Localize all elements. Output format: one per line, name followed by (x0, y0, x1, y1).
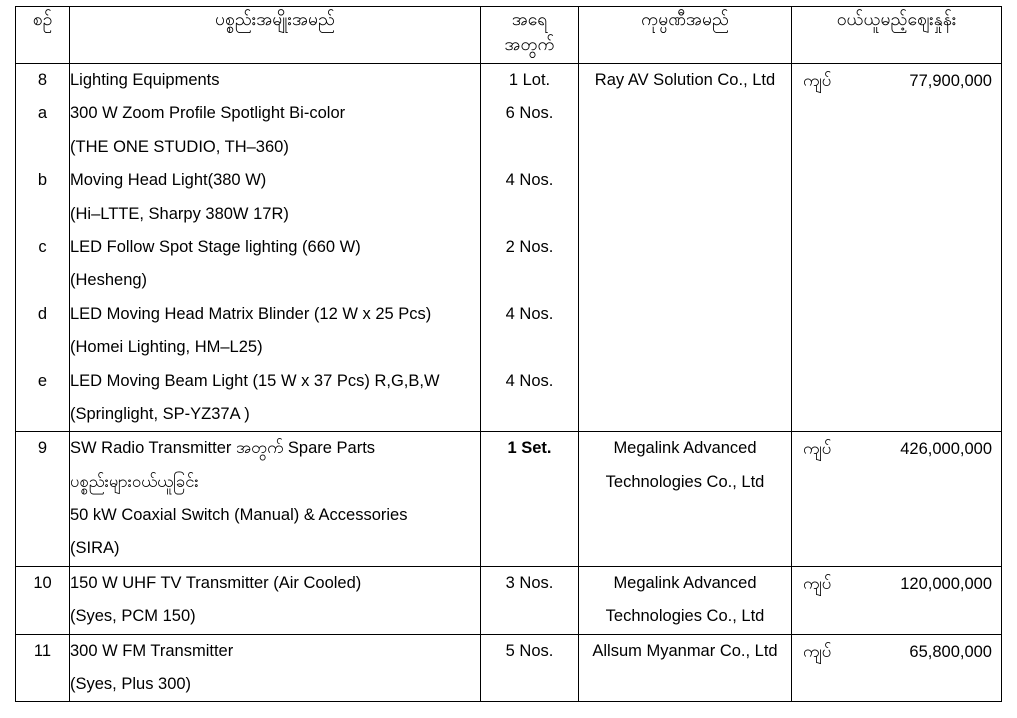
row-description-line: (Springlight, SP-YZ37A ) (70, 404, 250, 423)
row-price-amount: 65,800,000 (909, 642, 992, 661)
column-header-price-label: ဝယ်ယူမည့်ဈေးနှုန်း (836, 9, 957, 29)
row-company-line: Allsum Myanmar Co., Ltd (592, 641, 778, 660)
row-serial-line: 9 (37, 439, 48, 458)
table-row (16, 64, 1002, 432)
row-quantity-line (481, 264, 578, 297)
row-description-line: 300 W Zoom Profile Spotlight Bi-color (70, 104, 346, 123)
row-quantity-line (481, 499, 578, 532)
row-serial-line: c (38, 237, 47, 256)
row-serial-line (16, 264, 69, 297)
row-quantity-line (481, 131, 578, 164)
row-price-amount: 426,000,000 (900, 440, 992, 459)
header-row (16, 7, 1002, 64)
row-serial-line (16, 668, 69, 701)
row-quantity-line (481, 331, 578, 364)
row-description-line: LED Moving Beam Light (15 W x 37 Pcs) R,G,B,W (70, 371, 440, 390)
row-serial-line: b (37, 171, 48, 190)
row-description-line: Moving Head Light(380 W) (70, 171, 267, 190)
row-serial-cell (16, 566, 70, 634)
row-price-amount: 77,900,000 (909, 72, 992, 90)
row-description-line: ပစ္စည်းများဝယ်ယူခြင်း (70, 472, 199, 491)
row-description-line: (Hi–LTTE, Sharpy 380W 17R) (70, 204, 289, 223)
column-header-serial-label: စဉ် (32, 9, 53, 29)
row-price-cell (792, 432, 1002, 567)
column-header-price (792, 7, 1002, 64)
row-description-line: (Homei Lighting, HM–L25) (70, 338, 263, 357)
row-quantity-cell (481, 634, 579, 702)
row-quantity-line (481, 668, 578, 701)
row-quantity-line (481, 600, 578, 633)
row-description-cell (70, 566, 481, 634)
row-serial-line (16, 532, 69, 565)
row-quantity-cell (481, 432, 579, 567)
row-quantity-line: 1 Lot. (508, 71, 551, 89)
row-currency-symbol: ကျပ် (803, 71, 832, 90)
row-description-line: 300 W FM Transmitter (70, 641, 234, 660)
row-serial-line (16, 466, 69, 499)
row-quantity-line: 4 Nos. (505, 171, 554, 190)
row-serial-line: a (37, 104, 48, 123)
row-quantity-line (481, 532, 578, 565)
row-serial-line: d (37, 304, 48, 323)
row-description-line: Lighting Equipments (70, 71, 220, 89)
row-quantity-line (481, 198, 578, 231)
row-description-line: LED Follow Spot Stage lighting (660 W) (70, 237, 361, 256)
column-header-company-label: ကုမ္ပဏီအမည် (641, 9, 729, 29)
column-header-company (579, 7, 792, 64)
row-price-row (792, 567, 1001, 600)
row-description-line: (Hesheng) (70, 271, 148, 290)
row-serial-line (16, 600, 69, 633)
row-company-line: Ray AV Solution Co., Ltd (594, 71, 776, 89)
row-price-cell (792, 64, 1002, 432)
row-currency-symbol: ကျပ် (803, 439, 832, 459)
row-currency-symbol: ကျပ် (803, 641, 832, 661)
column-header-quantity-label-line1: အရေ (511, 9, 548, 29)
row-description-cell (70, 64, 481, 432)
row-description-line: LED Moving Head Matrix Blinder (12 W x 25 Pcs) (70, 304, 432, 323)
row-price-row (792, 64, 1001, 97)
row-serial-line (16, 198, 69, 231)
row-description-cell (70, 432, 481, 567)
row-price-row (792, 635, 1001, 668)
row-price-amount: 120,000,000 (900, 574, 992, 593)
column-header-description-label: ပစ္စည်းအမျိုးအမည် (215, 9, 335, 29)
row-serial-line (16, 131, 69, 164)
table-row (16, 432, 1002, 567)
row-description-line: 150 W UHF TV Transmitter (Air Cooled) (70, 573, 362, 592)
row-quantity-line: 4 Nos. (505, 371, 554, 390)
row-serial-line: 11 (33, 641, 52, 660)
row-description-line: (Syes, PCM 150) (70, 607, 196, 626)
row-currency-symbol: ကျပ် (803, 573, 832, 593)
row-serial-line (16, 398, 69, 431)
row-quantity-line: 2 Nos. (505, 237, 554, 256)
row-quantity-line: 4 Nos. (505, 304, 554, 323)
row-company-cell (579, 64, 792, 432)
row-company-cell (579, 634, 792, 702)
row-quantity-line: 5 Nos. (505, 641, 554, 660)
column-header-quantity (481, 7, 579, 64)
row-company-line: Technologies Co., Ltd (605, 472, 765, 491)
procurement-table (15, 6, 1002, 702)
row-quantity-line: 6 Nos. (505, 104, 554, 123)
row-company-cell (579, 432, 792, 567)
row-price-row (792, 432, 1001, 465)
row-description-cell (70, 634, 481, 702)
row-serial-cell (16, 432, 70, 567)
row-serial-line: e (37, 371, 48, 390)
row-quantity-line: 3 Nos. (505, 573, 554, 592)
row-price-cell (792, 634, 1002, 702)
row-serial-line (16, 499, 69, 532)
row-serial-line (16, 331, 69, 364)
row-company-line: Megalink Advanced (613, 573, 757, 592)
row-description-line: (SIRA) (70, 539, 120, 558)
row-description-line: (THE ONE STUDIO, TH–360) (70, 137, 289, 156)
row-quantity-line: 1 Set. (507, 439, 552, 458)
row-company-cell (579, 566, 792, 634)
row-description-line: (Syes, Plus 300) (70, 675, 192, 694)
row-quantity-cell (481, 64, 579, 432)
row-serial-cell (16, 64, 70, 432)
row-serial-cell (16, 634, 70, 702)
table-header (16, 7, 1002, 64)
table-body (16, 64, 1002, 702)
table-row (16, 634, 1002, 702)
row-serial-line: 8 (37, 71, 48, 89)
row-quantity-cell (481, 566, 579, 634)
row-serial-line: 10 (33, 573, 52, 592)
row-quantity-line (481, 466, 578, 499)
row-company-line: Technologies Co., Ltd (605, 607, 765, 626)
row-price-cell (792, 566, 1002, 634)
row-quantity-line (481, 398, 578, 431)
column-header-quantity-label-line2: အတွက် (504, 34, 555, 54)
row-description-line: 50 kW Coaxial Switch (Manual) & Accessories (70, 506, 408, 525)
table-row (16, 566, 1002, 634)
column-header-serial (16, 7, 70, 64)
column-header-description (70, 7, 481, 64)
row-company-line: Megalink Advanced (613, 439, 757, 458)
row-description-line: SW Radio Transmitter အတွက် Spare Parts (70, 439, 376, 458)
